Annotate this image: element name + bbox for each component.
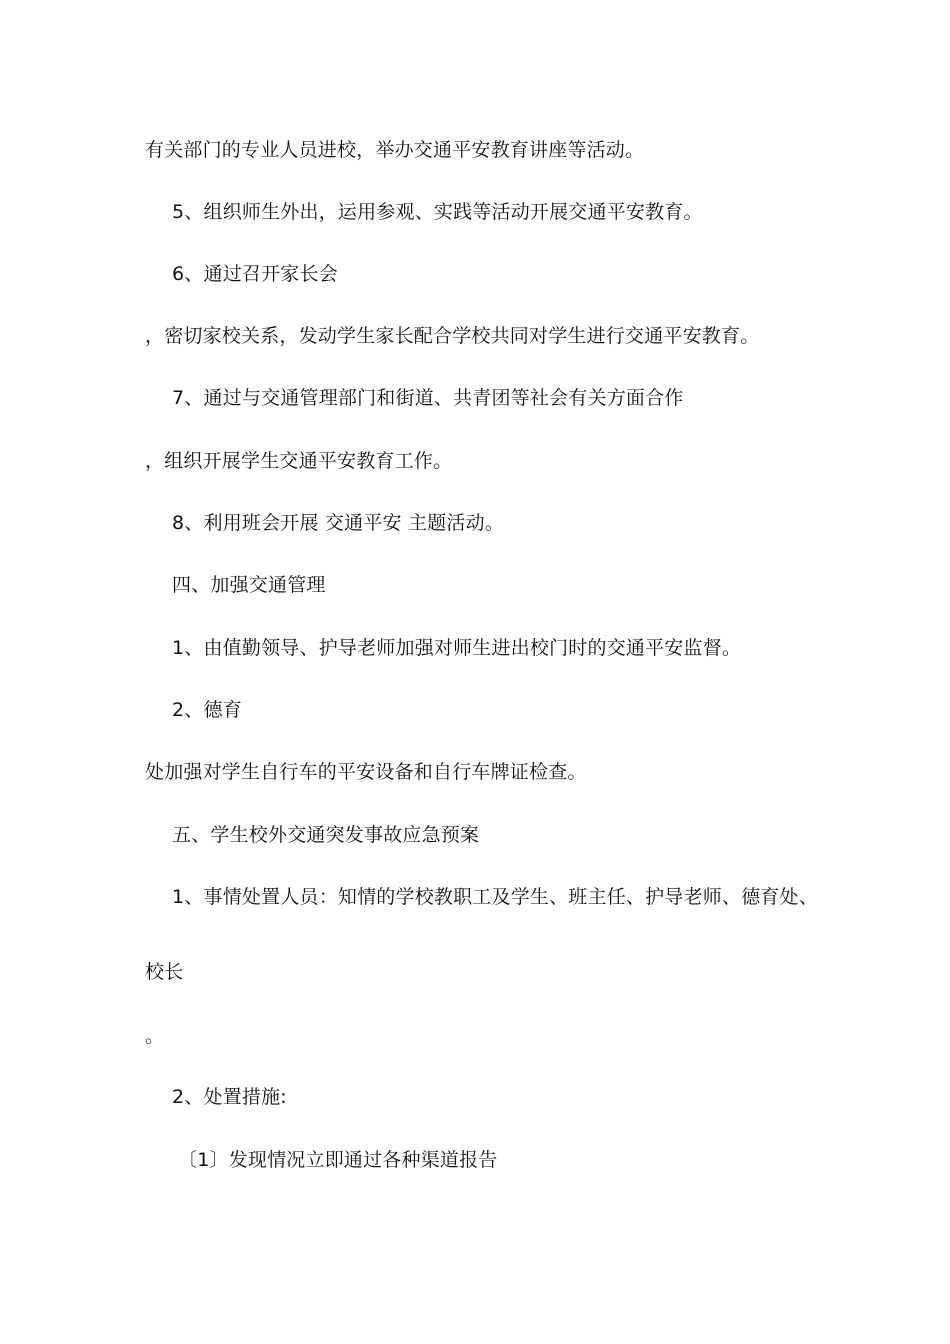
paragraph-line-5: 7、通过与交通管理部门和街道、共青团等社会有关方面合作: [172, 387, 684, 409]
section-heading-5: 五、学生校外交通突发事故应急预案: [172, 824, 480, 846]
section-heading-4: 四、加强交通管理: [172, 574, 326, 596]
paragraph-line-1: 有关部门的专业人员进校，举办交通平安教育讲座等活动。: [145, 139, 645, 161]
paragraph-line-6: ，组织开展学生交通平安教育工作。: [145, 450, 453, 472]
paragraph-line-13: 1、事情处置人员：知情的学校教职工及学生、班主任、护导老师、德育处、: [172, 886, 818, 908]
paragraph-line-3: 6、通过召开家长会: [172, 263, 338, 285]
paragraph-line-14: 校长: [145, 961, 184, 983]
paragraph-line-7: 8、利用班会开展 交通平安 主题活动。: [172, 512, 504, 534]
paragraph-line-17: 〔1〕发现情况立即通过各种渠道报告: [178, 1149, 498, 1171]
paragraph-line-10: 2、德育: [172, 699, 242, 721]
paragraph-line-16: 2、处置措施:: [172, 1086, 287, 1108]
paragraph-line-4: ，密切家校关系，发动学生家长配合学校共同对学生进行交通平安教育。: [145, 325, 760, 347]
paragraph-line-11: 处加强对学生自行车的平安设备和自行车牌证检查。: [145, 761, 587, 783]
paragraph-line-15: 。: [145, 1025, 165, 1047]
paragraph-line-9: 1、由值勤领导、护导老师加强对师生进出校门时的交通平安监督。: [172, 637, 742, 659]
paragraph-line-2: 5、组织师生外出，运用参观、实践等活动开展交通平安教育。: [172, 201, 703, 223]
